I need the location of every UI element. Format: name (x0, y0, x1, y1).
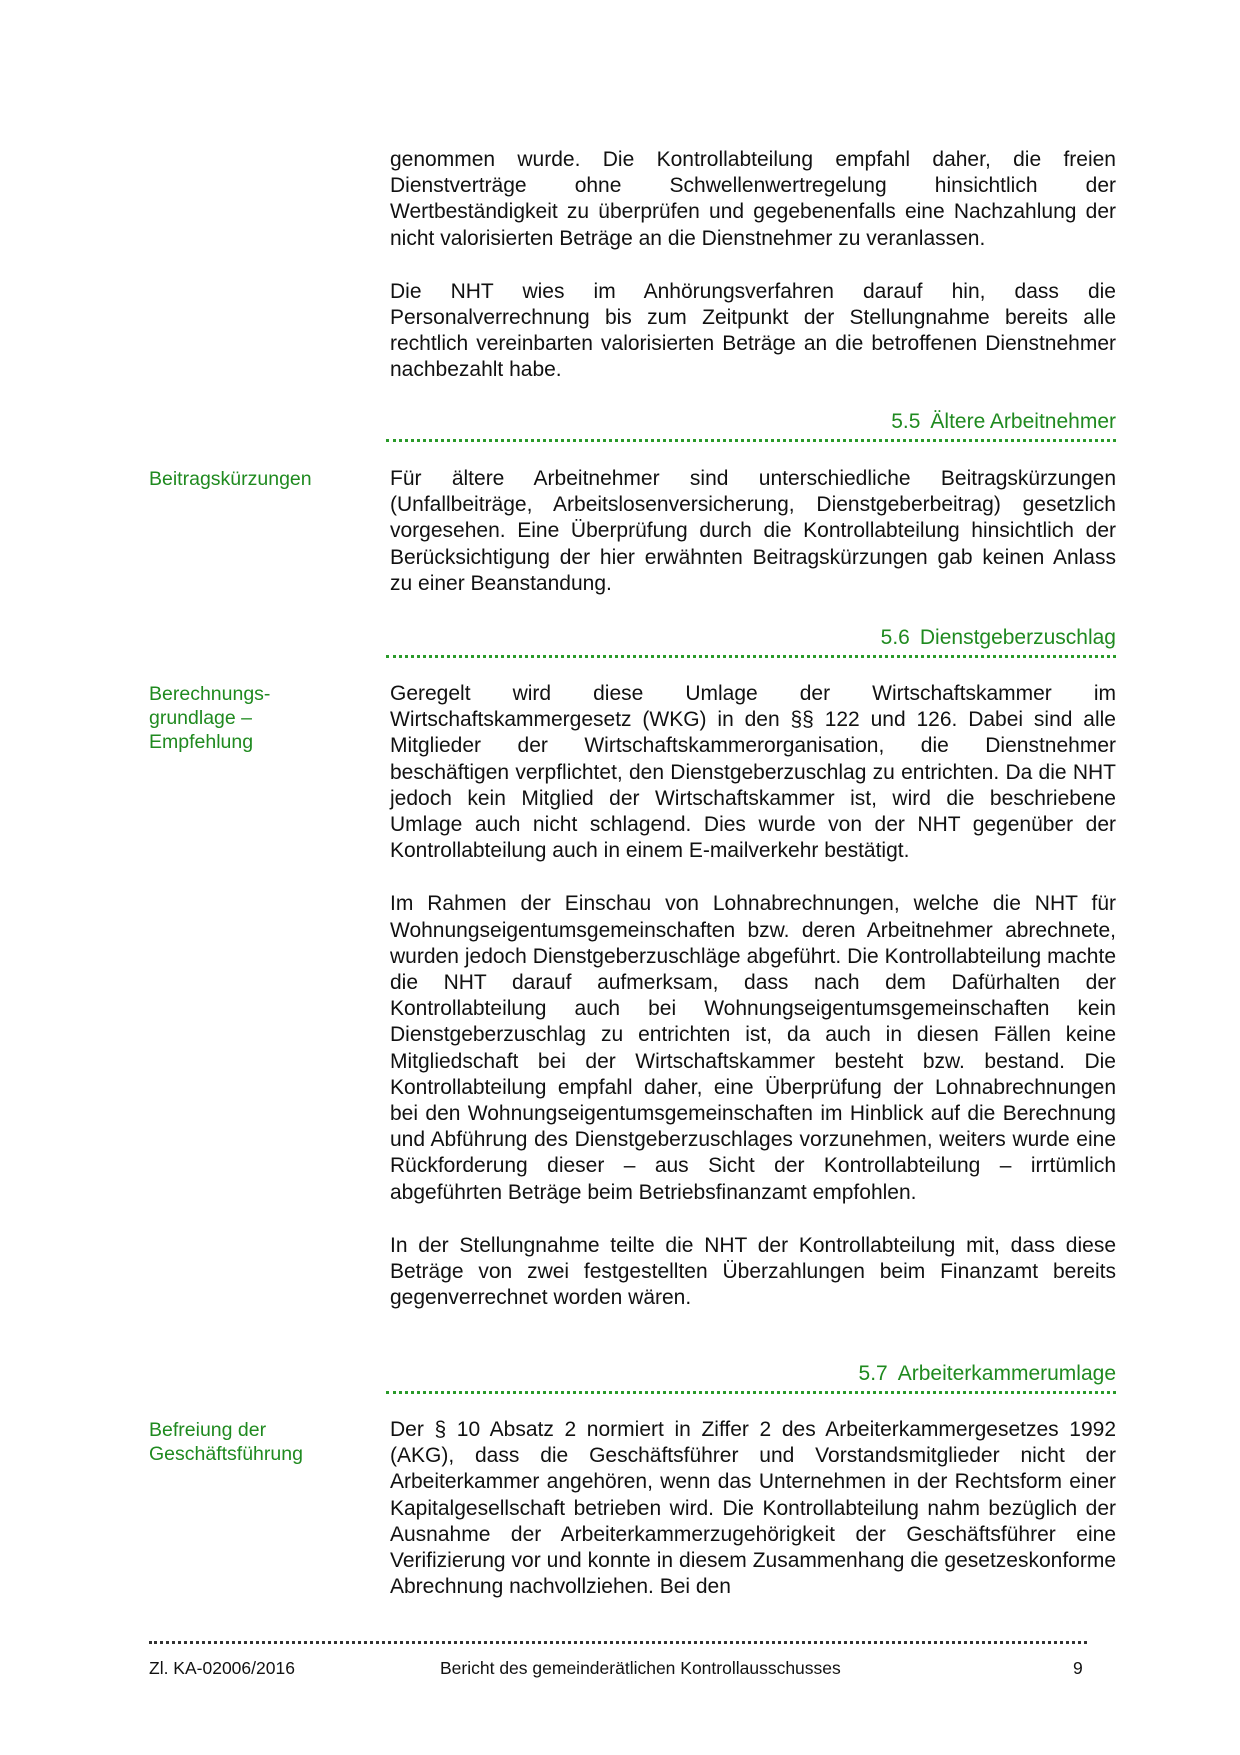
margin-label-berechnungsgrundlage (149, 682, 369, 754)
margin-label-line: Empfehlung (149, 731, 254, 753)
section-number: 5.5 (891, 410, 921, 433)
margin-label-befreiung (149, 1418, 369, 1466)
body-paragraph: Im Rahmen der Einschau von Lohnabrechnungen, welche die NHT für Wohnungseigentumsgemeinschaften bzw. deren Arbeitnehmer abrechnete, wurden jedoch Dienstgeberzuschläge abgeführt. Die Kontrollabteilung machte die NHT darauf aufmerksam, dass nach dem Dafürhalten der Kontrollabteilung auch bei Wohnungseigentumsgemeinschaften kein Dienstgeberzuschlag zu entrichten ist, da auch in diesen Fällen keine Mitgliedschaft bei der Wirtschaftskammer besteht bzw. bestand. Die Kontrollabteilung empfahl daher, eine Überprüfung der Lohnabrechnungen bei den Wohnungseigentumsgemeinschaften im Hinblick auf die Berechnung und Abführung des Dienstgeberzuschlages vorzunehmen, weiters wurde eine Rückforderung dieser – aus Sicht der Kontrollabteilung – irrtümlich abgeführten Beträge beim Betriebsfinanzamt empfohlen. (390, 892, 1116, 1204)
margin-label-text: Beitragskürzungen (149, 468, 312, 490)
body-paragraph: Geregelt wird diese Umlage der Wirtschaftskammer im Wirtschaftskammergesetz (WKG) in den §§ 122 und 126. Dabei sind alle Mitglieder der Wirtschaftskammerorganisation, die Dienstnehmer beschäftigen verpflichtet, den Dienstgeberzuschlag zu entrichten. Da die NHT jedoch kein Mitglied der Wirtschaftskammer ist, wird die beschriebene Umlage auch nicht schlagend. Dies wurde von der NHT gegenüber der Kontrollabteilung auch in einem E-mailverkehr bestätigt. (390, 682, 1116, 863)
section-heading-5-5 (386, 409, 1116, 442)
footer-reference: Zl. KA-02006/2016 (149, 1658, 295, 1678)
margin-label-beitragskuerzungen (149, 467, 369, 491)
footer-divider (149, 1641, 1087, 1644)
body-paragraph: Für ältere Arbeitnehmer sind unterschiedliche Beitragskürzungen (Unfallbeiträge, Arbeitslosenversicherung, Dienstgeberbeitrag) gesetzlich vorgesehen. Eine Überprüfung durch die Kontrollabteilung hinsichtlich der Berücksichtigung der hier erwähnten Beitragskürzungen gab keinen Anlass zu einer Beanstandung. (390, 467, 1116, 595)
intro-text-block (390, 147, 1116, 384)
margin-label-line: Berechnungs- (149, 683, 271, 705)
footer-page-number: 9 (1073, 1658, 1083, 1678)
section-title: Ältere Arbeitnehmer (930, 410, 1116, 433)
margin-label-line: Geschäftsführung (149, 1443, 303, 1465)
body-paragraph: In der Stellungnahme teilte die NHT der Kontrollabteilung mit, dass diese Beträge von zwei festgestellten Überzahlungen beim Finanzamt bereits gegenverrechnet worden wären. (390, 1233, 1116, 1310)
section-5-5-text (390, 466, 1116, 597)
section-5-6-text (390, 681, 1116, 1311)
section-number: 5.6 (880, 626, 910, 649)
body-paragraph: Die NHT wies im Anhörungsverfahren darauf hin, dass die Personalverrechnung bis zum Zeitpunkt der Stellungnahme bereits alle rechtlich vereinbarten valorisierten Beträge an die betroffenen Dienstnehmer nachbezahlt habe. (390, 279, 1116, 382)
footer-title: Bericht des gemeinderätlichen Kontrollausschusses (440, 1658, 841, 1678)
body-paragraph: genommen wurde. Die Kontrollabteilung empfahl daher, die freien Dienstverträge ohne Schwellenwertregelung hinsichtlich der Wertbeständigkeit zu überprüfen und gegebenenfalls eine Nachzahlung der nicht valorisierten Beträge an die Dienstnehmer zu veranlassen. (390, 148, 1116, 250)
section-5-7-text (390, 1417, 1116, 1600)
margin-label-line: Befreiung der (149, 1419, 267, 1441)
section-heading-5-7 (386, 1361, 1116, 1394)
section-heading-5-6 (386, 625, 1116, 658)
section-number: 5.7 (858, 1362, 888, 1385)
body-paragraph: Der § 10 Absatz 2 normiert in Ziffer 2 des Arbeiterkammergesetzes 1992 (AKG), dass die Geschäftsführer und Vorstandsmitglieder nicht der Arbeiterkammer angehören, wenn das Unternehmen in der Rechtsform einer Kapitalgesellschaft betrieben wird. Die Kontrollabteilung nahm bezüglich der Ausnahme der Arbeiterkammerzugehörigkeit der Geschäftsführer eine Verifizierung vor und konnte in diesem Zusammenhang die gesetzeskonforme Abrechnung nachvollziehen. Bei den (390, 1418, 1116, 1599)
margin-label-line: grundlage – (149, 707, 253, 729)
section-title: Arbeiterkammerumlage (897, 1362, 1116, 1385)
section-title: Dienstgeberzuschlag (919, 626, 1116, 649)
